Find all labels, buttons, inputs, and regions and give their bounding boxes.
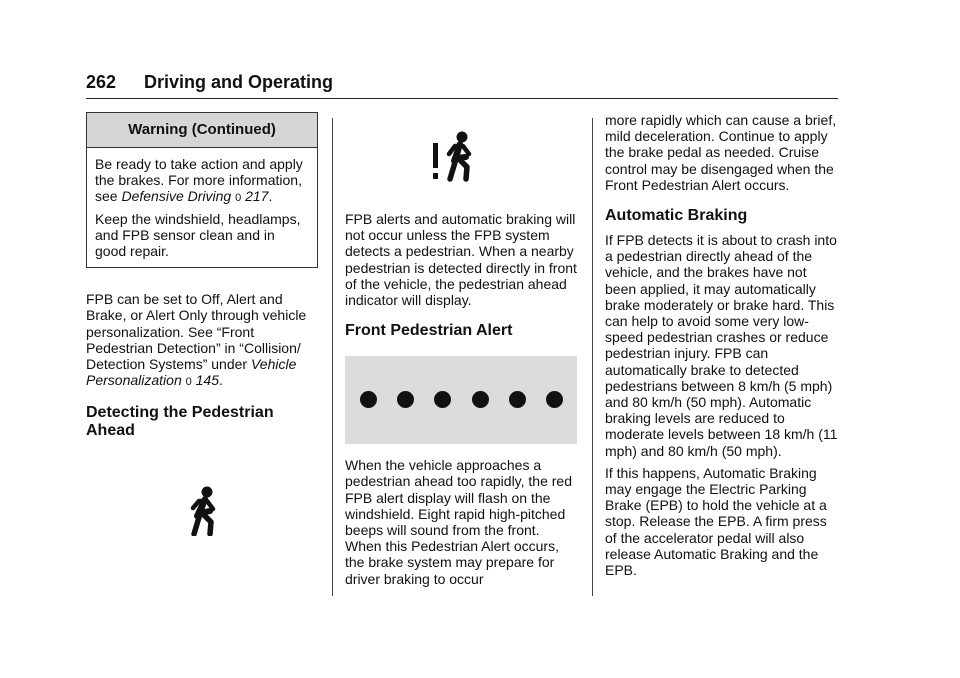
page-reference[interactable]: 217: [245, 188, 269, 205]
page-header: [86, 70, 838, 99]
alert-dot-icon: [397, 391, 414, 408]
alert-dot-icon: [472, 391, 489, 408]
page-arrow-icon: 0: [235, 192, 242, 205]
pedestrian-alert-display: [345, 356, 577, 444]
section-heading: Front Pedestrian Alert: [345, 322, 513, 340]
body-paragraph: If this happens, Automatic Braking may engage the Electric Parking Brake (EPB) to hold the vehicle at a stop. Release the EPB. A firm press of the accelerator pedal will also release Automatic Braking and the EPB.: [605, 464, 827, 579]
column-middle: [345, 112, 577, 587]
alert-dot-icon: [434, 391, 451, 408]
column-divider: [592, 118, 593, 596]
cross-reference-link[interactable]: Defensive Driving: [121, 188, 232, 205]
body-paragraph: FPB can be set to Off, Alert and Brake, or Alert Only through vehicle personalization. See “Front Pedestrian Detection” in “Collision/ Detection Systems” under Vehicle Personalization 0 145.: [86, 291, 307, 389]
body-paragraph: When the vehicle approaches a pedestrian ahead too rapidly, the red FPB alert display will flash on the windshield. Eight rapid high-pitched beeps will sound from the front. When this Pedestrian Alert occurs, the brake system may prepare for driver braking to occur: [345, 457, 573, 587]
body-paragraph: If FPB detects it is about to crash into a pedestrian directly ahead of the vehicle, and the brakes have not been applied, it may automatically brake moderately or brake hard. This can help to avoid some very low-speed pedestrian crashes or reduce pedestrian injury. FPB can automatically brake to detected pedestrians between 8 km/h (5 mph) and 80 km/h (50 mph). Automatic braking levels are reduced to moderate levels between 18 km/h (11 mph) and 80 km/h (50 mph).: [605, 232, 838, 459]
page-reference[interactable]: 145: [195, 372, 219, 389]
pedestrian-alert-icon: [429, 130, 485, 182]
warning-body: [87, 148, 317, 267]
alert-dot-icon: [360, 391, 377, 408]
column-left: [86, 112, 318, 536]
column-divider: [332, 118, 333, 596]
alert-dot-icon: [509, 391, 526, 408]
pedestrian-icon: [183, 486, 223, 536]
cross-reference-link[interactable]: Vehicle Personalization: [86, 356, 297, 389]
warning-paragraph: Be ready to take action and apply the brakes. For more information, see Defensive Driving 0 217.: [95, 156, 303, 205]
warning-title: Warning (Continued): [87, 113, 317, 148]
body-paragraph: FPB alerts and automatic braking will not occur unless the FPB system detects a pedestrian. When a nearby pedestrian is detected directly in front of the vehicle, the pedestrian ahead indicator will display.: [345, 211, 577, 309]
warning-paragraph: Keep the windshield, headlamps, and FPB sensor clean and in good repair.: [95, 210, 301, 260]
warning-box: [86, 112, 318, 268]
section-title: Driving and Operating: [144, 72, 334, 92]
column-right: [605, 112, 841, 578]
page-number: 262: [86, 72, 117, 92]
section-heading: Automatic Braking: [605, 207, 748, 225]
page-arrow-icon: 0: [185, 376, 192, 389]
body-paragraph: more rapidly which can cause a brief, mild deceleration. Continue to apply the brake pedal as needed. Cruise control may be disengaged when the Front Pedestrian Alert occurs.: [605, 112, 837, 193]
alert-dot-icon: [546, 391, 563, 408]
section-heading: Detecting the Pedestrian Ahead: [86, 404, 274, 440]
